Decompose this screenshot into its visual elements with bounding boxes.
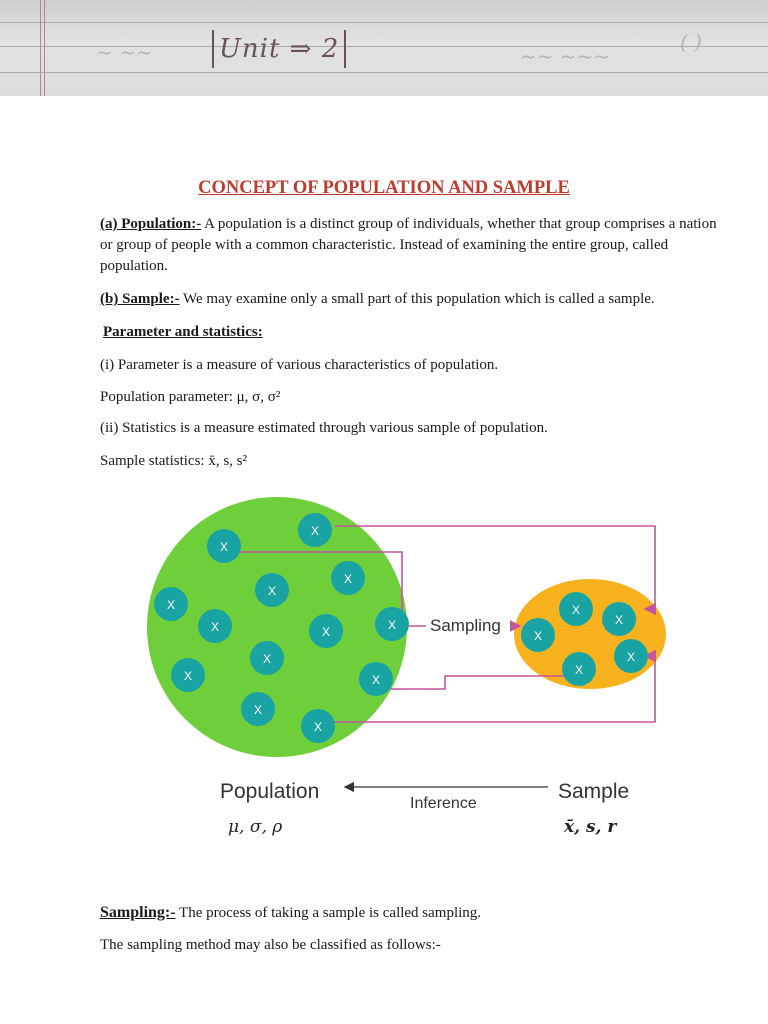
sampling-text: The process of taking a sample is called sampling. [175, 905, 482, 921]
individual-mark: X [253, 703, 263, 717]
individual-mark: X [626, 650, 636, 664]
sample-definition [100, 289, 728, 310]
sampling-definition [100, 902, 728, 924]
individual-marker [171, 658, 205, 692]
individual-marker [241, 692, 275, 726]
individual-marker [154, 587, 188, 621]
population-parameter: Population parameter: μ, σ, σ² [100, 389, 281, 405]
individual-marker [331, 561, 365, 595]
individual-mark: X [371, 673, 381, 687]
population-text: A population is a distinct group of individuals, whether that group comprises a nation or group of people with a common characteristic. Instead of examining the entire group, called population. [100, 216, 717, 274]
population-sample-diagram [140, 494, 680, 844]
faint-background-writing: ~~ ~~~ [520, 44, 611, 68]
sample-term: (b) Sample:- [100, 291, 180, 307]
individual-mark: X [262, 652, 272, 666]
individual-marker [375, 607, 409, 641]
individual-mark: X [183, 669, 193, 683]
individual-marker [198, 609, 232, 643]
parameter-heading-line [103, 322, 731, 343]
population-circle [147, 497, 407, 757]
individual-marker [255, 573, 289, 607]
notebook-header-photo [0, 0, 768, 96]
sample-statistics: Sample statistics: x̄, s, s² [100, 453, 247, 469]
individual-marker [602, 602, 636, 636]
ruled-line [0, 22, 768, 23]
individual-mark: X [310, 524, 320, 538]
individual-marker [301, 709, 335, 743]
individual-mark: X [166, 598, 176, 612]
individual-mark: X [313, 720, 323, 734]
handwritten-unit-heading: Unit ⇒ 2 [212, 30, 346, 68]
individual-mark: X [343, 572, 353, 586]
individual-mark: X [571, 603, 581, 617]
individual-marker [207, 529, 241, 563]
statistics-definition: (ii) Statistics is a measure estimated through various sample of population. [100, 420, 548, 436]
sample-label: Sample [558, 780, 630, 803]
population-term: (a) Population:- [100, 216, 202, 232]
individual-mark: X [533, 629, 543, 643]
sampling-label: Sampling [430, 616, 501, 635]
classification-text: The sampling method may also be classified as follows:- [100, 937, 441, 953]
faint-background-writing: ~ ~~ [96, 40, 153, 64]
individual-mark: X [267, 584, 277, 598]
sampling-term: Sampling:- [100, 904, 176, 921]
sample-statistic-symbols: x̄, s, r [564, 817, 617, 837]
population-label: Population [220, 780, 320, 803]
individual-mark: X [387, 618, 397, 632]
individual-marker [521, 618, 555, 652]
ruled-line [0, 72, 768, 73]
faint-background-writing: ( ) [680, 30, 702, 54]
diagram-svg [140, 494, 680, 844]
individual-marker [309, 614, 343, 648]
document-title: CONCEPT OF POPULATION AND SAMPLE [198, 178, 570, 198]
parameter-heading: Parameter and statistics: [103, 324, 263, 340]
individual-mark: X [614, 613, 624, 627]
individual-mark: X [321, 625, 331, 639]
individual-mark: X [219, 540, 229, 554]
population-definition [100, 214, 728, 277]
margin-line [44, 0, 45, 96]
individual-marker [298, 513, 332, 547]
inference-label: Inference [410, 795, 477, 812]
individual-marker [562, 652, 596, 686]
parameter-definition: (i) Parameter is a measure of various characteristics of population. [100, 357, 499, 373]
individual-mark: X [574, 663, 584, 677]
individual-marker [250, 641, 284, 675]
individual-mark: X [210, 620, 220, 634]
population-parameter-symbols: μ, σ, ρ [228, 817, 283, 837]
sample-text: We may examine only a small part of this population which is called a sample. [179, 291, 655, 307]
individual-marker [559, 592, 593, 626]
margin-line [40, 0, 41, 96]
individual-marker [359, 662, 393, 696]
individual-marker [614, 639, 648, 673]
